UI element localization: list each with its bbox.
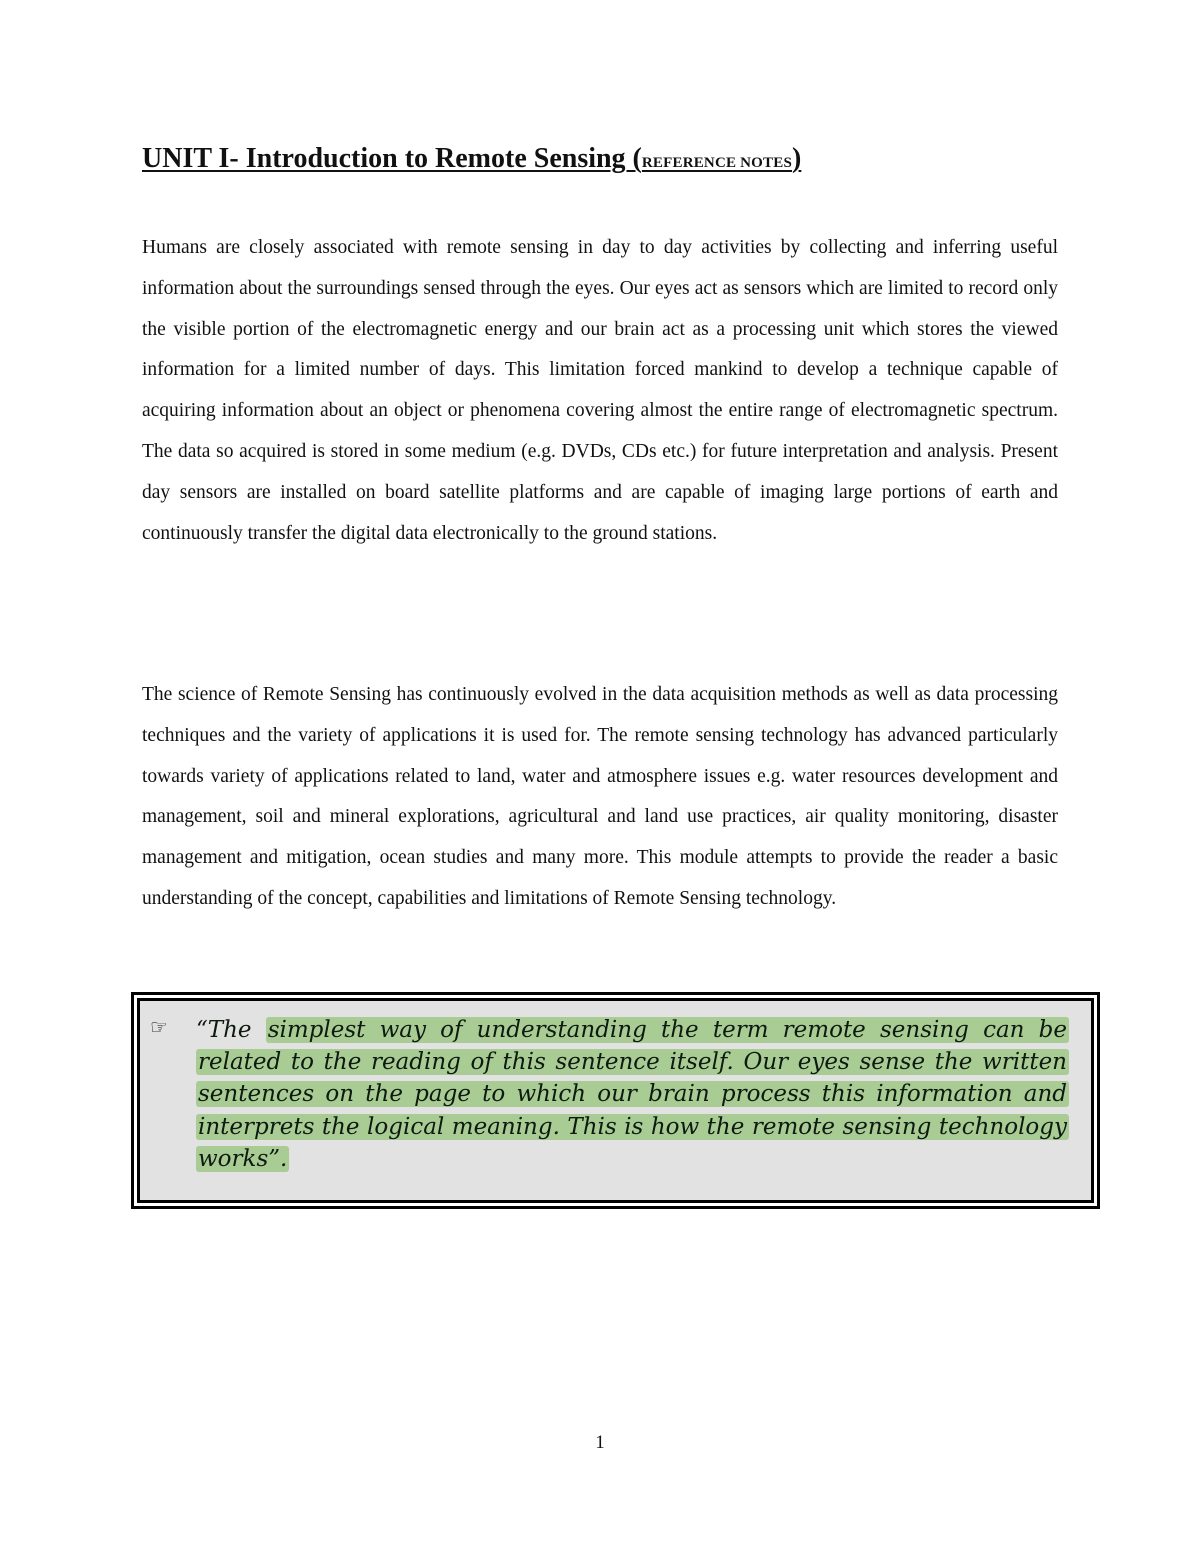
page-title: [142, 143, 1042, 175]
pointing-hand-icon: ☞: [150, 1015, 168, 1039]
title-close-paren: ): [792, 143, 802, 174]
title-main: UNIT I- Introduction to Remote Sensing (: [142, 143, 642, 174]
page-number: 1: [595, 1432, 605, 1453]
quote-lead: “The: [196, 1017, 266, 1043]
paragraph-science: The science of Remote Sensing has continuously evolved in the data acquisition methods as well as data processing techniques and the variety of applications it is used for. The remote sensing technology has advanced particularly towards variety of applications related to land, water and atmosphere issues e.g. water resources development and management, soil and mineral explorations, agricultural and land use practices, air quality monitoring, disaster management and mitigation, ocean studies and many more. This module attempts to provide the reader a basic understanding of the concept, capabilities and limitations of Remote Sensing technology.: [142, 684, 1058, 909]
paragraph-intro: Humans are closely associated with remote sensing in day to day activities by collecting and inferring useful information about the surroundings sensed through the eyes. Our eyes act as sensors which are limited to record only the visible portion of the electromagnetic energy and our brain act as a processing unit which stores the viewed information for a limited number of days. This limitation forced mankind to develop a technique capable of acquiring information about an object or phenomena covering almost the entire range of electromagnetic spectrum. The data so acquired is stored in some medium (e.g. DVDs, CDs etc.) for future interpretation and analysis. Present day sensors are installed on board satellite platforms and are capable of imaging large portions of earth and continuously transfer the digital data electronically to the ground stations.: [142, 237, 1058, 544]
title-reference-notes: REFERENCE NOTES: [641, 155, 793, 171]
quote-text: [196, 1014, 1069, 1175]
quote-note-inner: [137, 998, 1094, 1203]
quote-highlighted-text: simplest way of understanding the term remote sensing can be related to the reading of this sentence itself. Our eyes sense the written sentences on the page to which our brain process this information and interprets the logical meaning. This is how the remote sensing technology works”.: [198, 1017, 1067, 1172]
quote-note-box: [131, 992, 1100, 1209]
